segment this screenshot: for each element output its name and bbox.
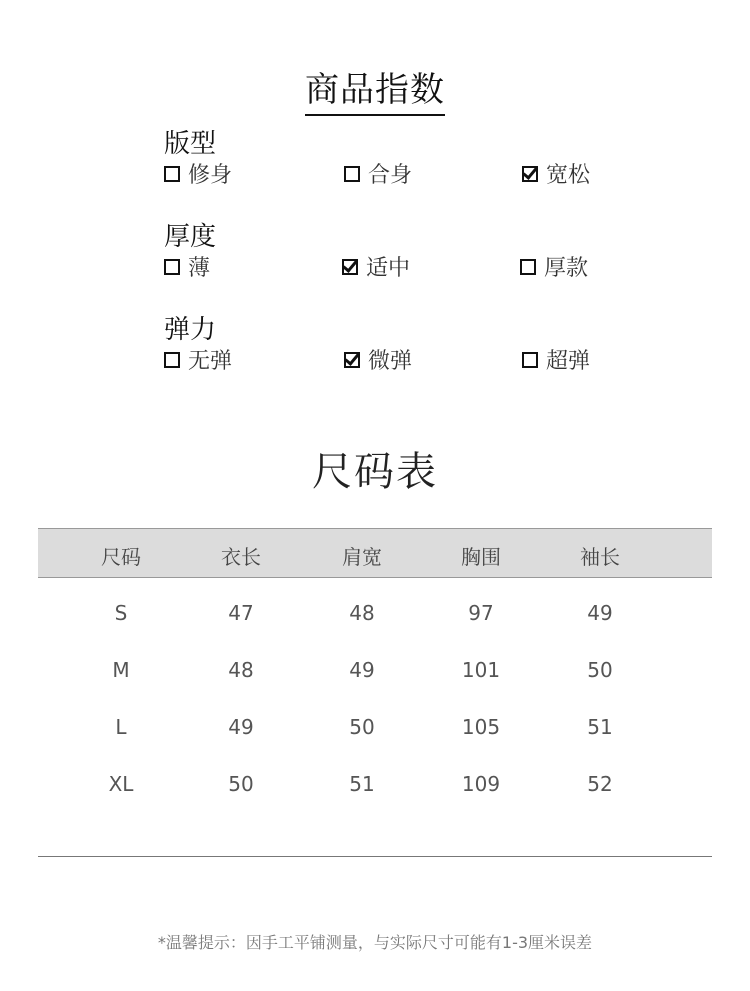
fit-option-loose[interactable] (522, 164, 590, 188)
option-label: 合身 (368, 163, 413, 188)
measurement-note: *温馨提示：因手工平铺测量，与实际尺寸可能有1-3厘米误差 (157, 933, 593, 952)
thickness-option-medium[interactable] (342, 257, 410, 281)
checkbox-icon (344, 166, 360, 182)
thickness-option-thin[interactable] (164, 257, 210, 281)
table-cell: 101 (461, 658, 501, 682)
header-cell-size: 尺码 (101, 545, 141, 569)
thickness-option-thick[interactable] (520, 257, 588, 281)
table-cell: 109 (461, 772, 501, 796)
fit-option-regular[interactable] (344, 164, 412, 188)
option-label: 微弹 (368, 349, 413, 374)
fit-group (164, 128, 684, 188)
header-cell-length: 衣长 (221, 545, 261, 569)
table-cell: 50 (587, 658, 613, 682)
table-cell: 105 (461, 715, 501, 739)
table-cell: S (114, 601, 128, 625)
table-bottom-divider (38, 856, 712, 857)
elasticity-option-slight[interactable] (344, 350, 412, 374)
checked-checkbox-icon (342, 259, 358, 275)
thickness-title: 厚度 (164, 222, 217, 252)
table-cell: 47 (228, 601, 254, 625)
table-cell: 48 (349, 601, 375, 625)
fit-option-slim[interactable] (164, 164, 232, 188)
checkbox-icon (164, 166, 180, 182)
table-cell: 49 (349, 658, 375, 682)
table-cell: 49 (228, 715, 254, 739)
table-row (38, 772, 712, 802)
header-cell-sleeve: 袖长 (580, 545, 620, 569)
table-cell: 51 (587, 715, 613, 739)
elasticity-group (164, 314, 684, 374)
option-label: 宽松 (546, 163, 591, 188)
product-index-title (0, 62, 750, 116)
option-label: 适中 (366, 256, 411, 281)
table-cell: 49 (587, 601, 613, 625)
checked-checkbox-icon (522, 166, 538, 182)
option-label: 薄 (188, 256, 211, 281)
elasticity-option-none[interactable] (164, 350, 232, 374)
table-cell: 48 (228, 658, 254, 682)
table-cell: 51 (349, 772, 375, 796)
table-cell: 50 (228, 772, 254, 796)
thickness-group (164, 221, 684, 281)
table-row (38, 715, 712, 745)
elasticity-title: 弹力 (164, 315, 217, 345)
table-cell: 97 (468, 601, 494, 625)
product-index-title-text: 商品指数 (305, 62, 445, 116)
header-cell-chest: 胸围 (461, 545, 501, 569)
table-cell: M (112, 658, 130, 682)
table-cell: 50 (349, 715, 375, 739)
checkbox-icon (520, 259, 536, 275)
table-row (38, 601, 712, 631)
option-label: 无弹 (188, 349, 233, 374)
size-chart-title: 尺码表 (312, 449, 438, 495)
checked-checkbox-icon (344, 352, 360, 368)
checkbox-icon (522, 352, 538, 368)
elasticity-option-super[interactable] (522, 350, 590, 374)
table-cell: 52 (587, 772, 613, 796)
size-table-header (38, 528, 712, 578)
table-cell: XL (108, 772, 134, 796)
option-label: 超弹 (546, 349, 591, 374)
table-row (38, 658, 712, 688)
option-label: 修身 (188, 163, 233, 188)
fit-title: 版型 (164, 129, 217, 159)
option-label: 厚款 (544, 256, 589, 281)
header-cell-shoulder: 肩宽 (342, 545, 382, 569)
checkbox-icon (164, 259, 180, 275)
checkbox-icon (164, 352, 180, 368)
table-cell: L (115, 715, 127, 739)
